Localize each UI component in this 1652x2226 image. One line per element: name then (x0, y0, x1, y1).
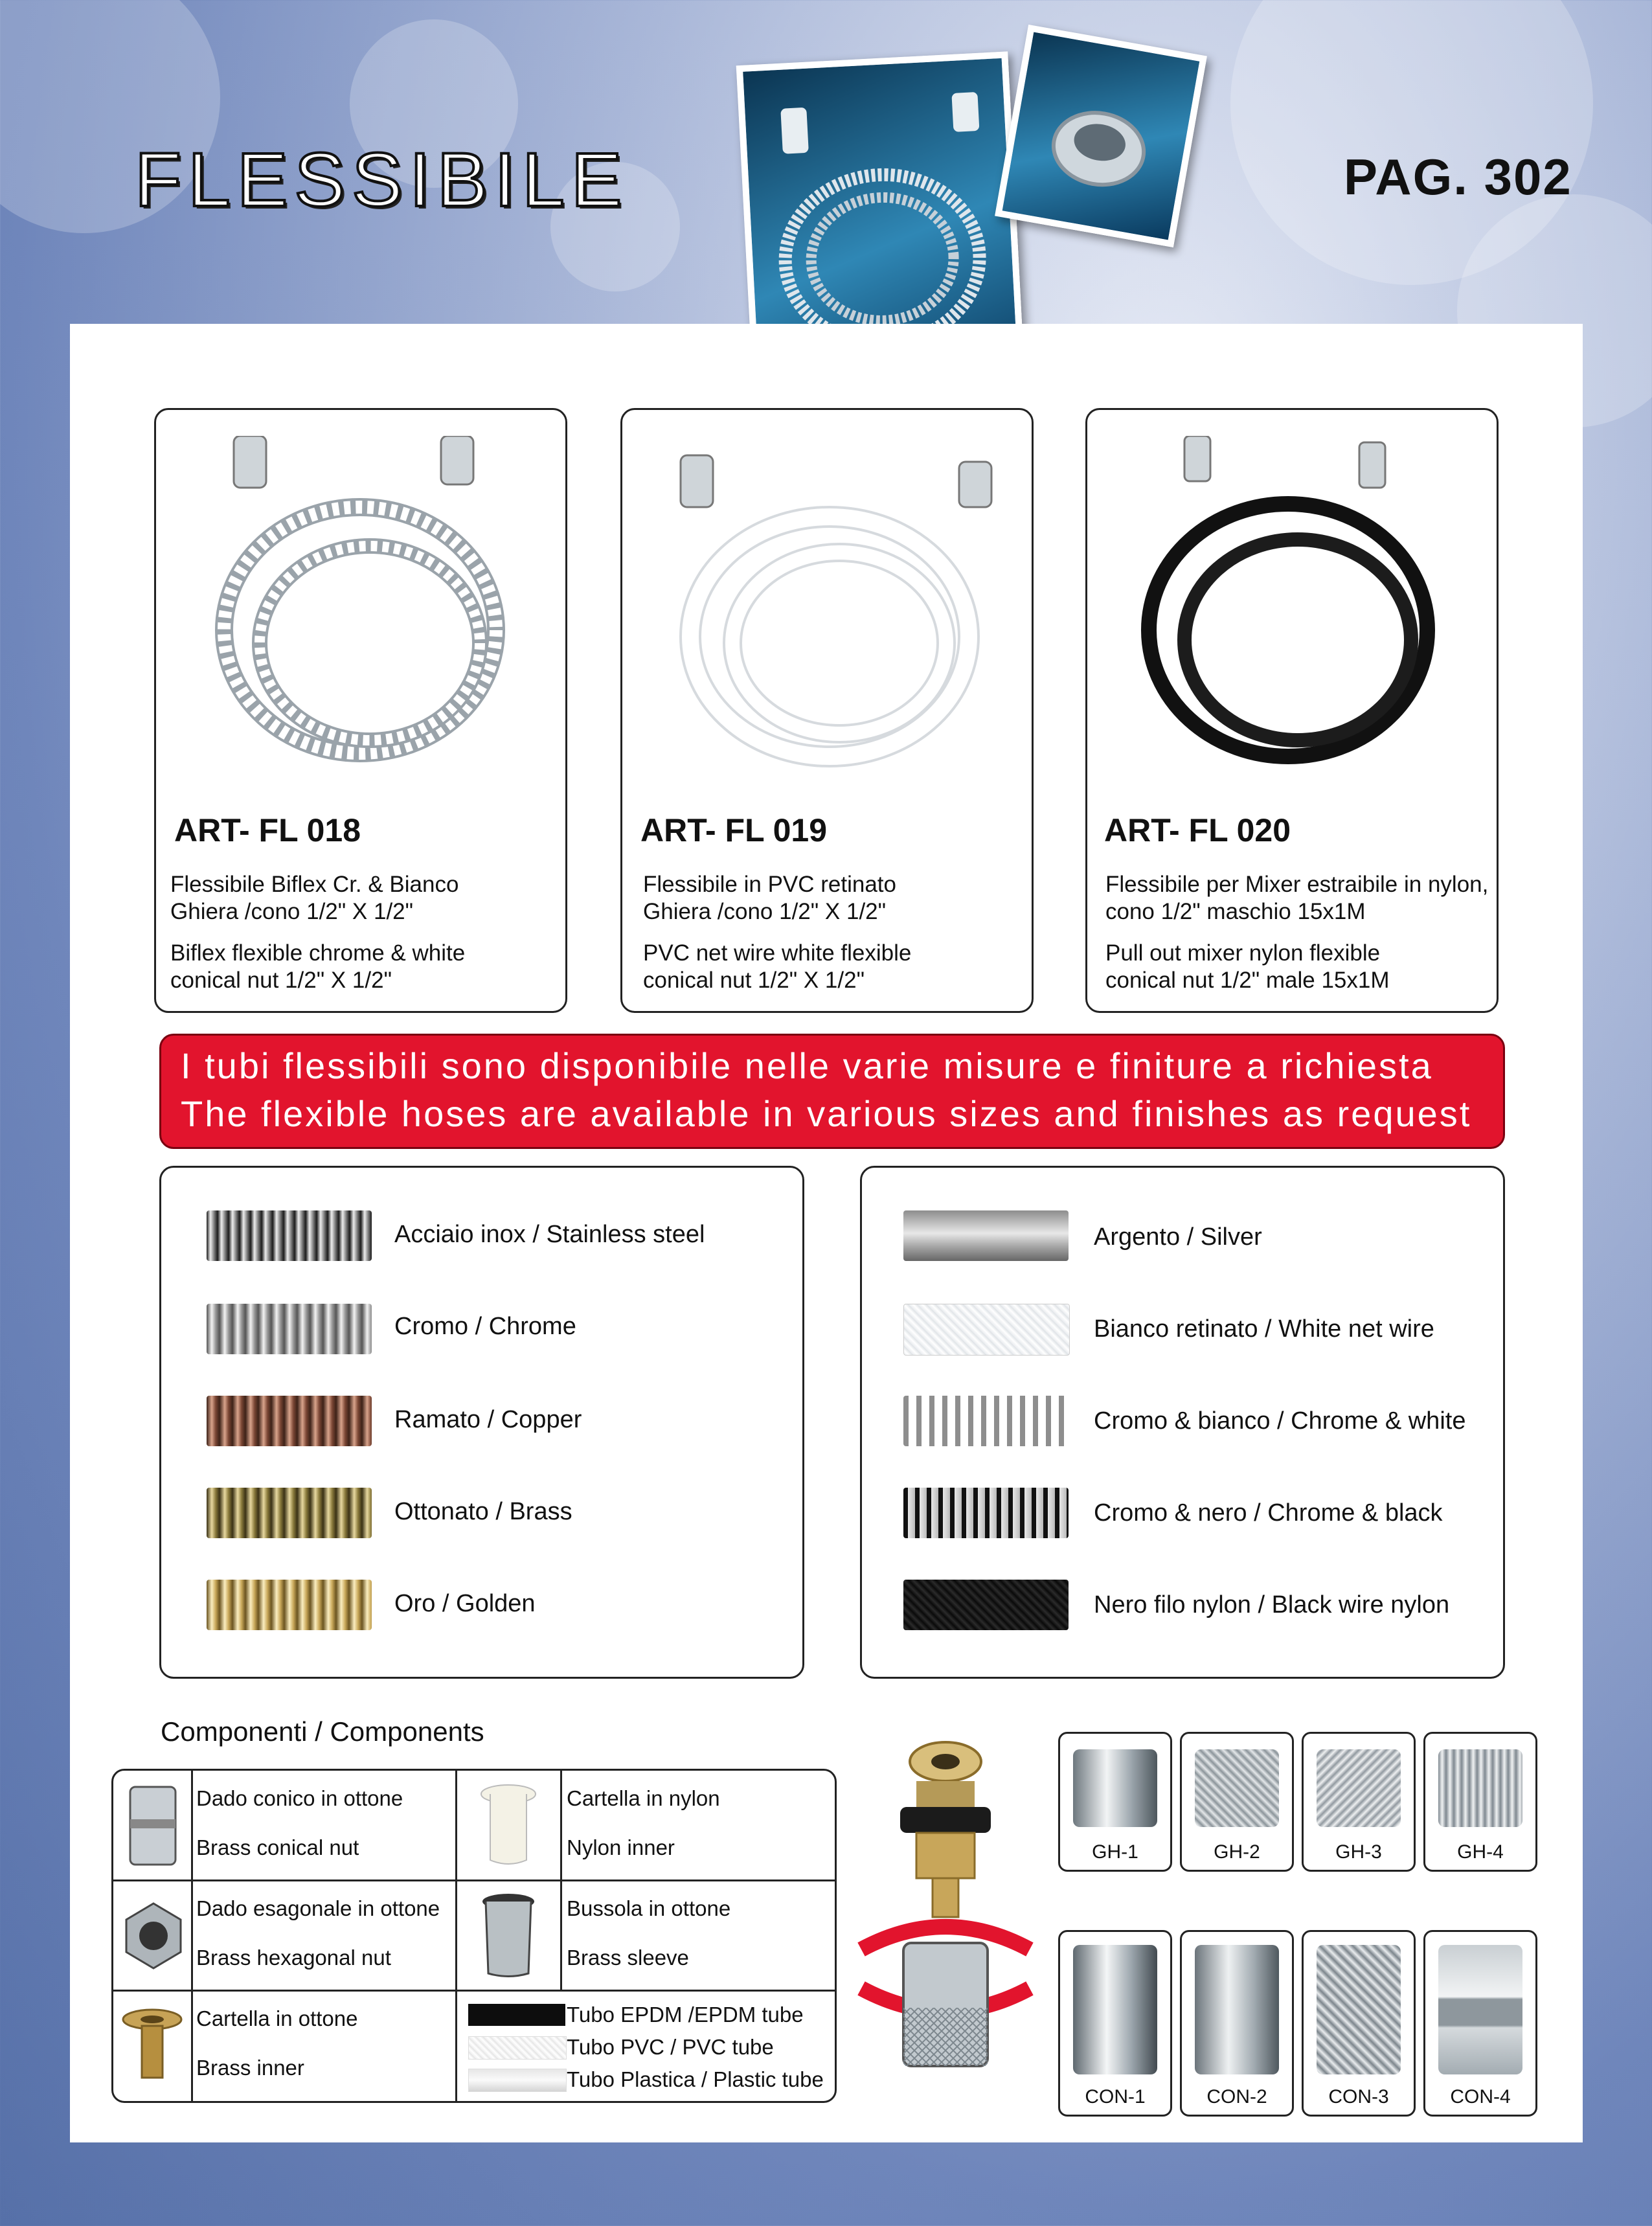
swatch-golden (207, 1580, 372, 1630)
finish-label: Ramato / Copper (394, 1406, 582, 1433)
availability-banner (159, 1034, 1505, 1149)
connector-nut-icon (1438, 1945, 1522, 2074)
nut-con-1 (1058, 1930, 1172, 2117)
nut-icon (1002, 32, 1200, 240)
finish-label: Cromo / Chrome (394, 1313, 576, 1340)
hose-white-pvc-icon (655, 449, 1004, 786)
nut-gh-1 (1058, 1732, 1172, 1872)
ghiera-nut-icon (1317, 1749, 1401, 1827)
page-title: FLESSIBILE (135, 137, 629, 223)
connector-nut-icon (1317, 1945, 1401, 2074)
product-code: ART- FL 018 (174, 812, 361, 848)
nut-code-label: CON-3 (1328, 2086, 1389, 2107)
swatch-copper (207, 1396, 372, 1446)
product-desc-it: Flessibile Biflex Cr. & Bianco (170, 872, 459, 897)
hose-chrome-white-icon (195, 436, 532, 786)
nut-code-label: GH-3 (1335, 1841, 1382, 1863)
tube-label: Tubo EPDM /EPDM tube (567, 2003, 804, 2027)
swatch-silver (903, 1210, 1069, 1261)
nut-code-label: GH-4 (1457, 1841, 1504, 1863)
swatch-stainless (207, 1210, 372, 1261)
ghiera-nut-icon (1073, 1749, 1157, 1827)
component-label-it: Cartella in ottone (196, 2006, 358, 2030)
tube-plastic-sample (468, 2069, 567, 2092)
nut-code-label: CON-4 (1450, 2086, 1511, 2107)
finish-label: Acciaio inox / Stainless steel (394, 1221, 705, 1248)
nut-con-4 (1423, 1930, 1537, 2117)
finish-label: Ottonato / Brass (394, 1498, 572, 1525)
product-desc-en: Pull out mixer nylon flexible (1105, 940, 1381, 966)
component-label-en: Brass hexagonal nut (196, 1946, 391, 1970)
product-desc-en: PVC net wire white flexible (643, 940, 912, 966)
table-divider (191, 1771, 193, 2101)
conical-nut-icon (125, 1784, 181, 1868)
table-divider (113, 1880, 835, 1881)
product-desc-it: cono 1/2" maschio 15x1M (1105, 899, 1366, 924)
product-desc-it: Ghiera /cono 1/2" X 1/2" (643, 899, 887, 924)
product-card-fl019 (620, 408, 1034, 1013)
nut-con-3 (1302, 1930, 1416, 2117)
nut-con-2 (1180, 1930, 1294, 2117)
product-code: ART- FL 019 (640, 812, 828, 848)
product-desc-en: conical nut 1/2" X 1/2" (170, 968, 392, 993)
product-desc-en: conical nut 1/2" male 15x1M (1105, 968, 1390, 993)
nut-gh-4 (1423, 1732, 1537, 1872)
hose-black-nylon-icon (1126, 436, 1463, 786)
finish-label: Argento / Silver (1094, 1223, 1262, 1251)
swatch-chrome-white (903, 1396, 1069, 1446)
finish-label: Oro / Golden (394, 1590, 536, 1617)
finish-label: Bianco retinato / White net wire (1094, 1315, 1434, 1343)
hero-nut-photo (995, 25, 1207, 247)
finishes-panel-left (159, 1166, 804, 1679)
components-heading: Componenti / Components (161, 1716, 484, 1747)
component-label-it: Cartella in nylon (567, 1786, 720, 1810)
product-card-fl020 (1085, 408, 1499, 1013)
nut-gh-3 (1302, 1732, 1416, 1872)
finish-label: Cromo & nero / Chrome & black (1094, 1499, 1443, 1527)
assembly-illustration-icon (848, 1736, 1043, 2085)
brass-sleeve-icon (479, 1892, 537, 1979)
ghiera-nut-icon (1438, 1749, 1522, 1827)
nut-code-label: CON-1 (1085, 2086, 1146, 2107)
connector-nut-icon (1195, 1945, 1279, 2074)
tube-label: Tubo Plastica / Plastic tube (567, 2067, 824, 2091)
nut-code-label: GH-1 (1092, 1841, 1138, 1863)
tube-label: Tubo PVC / PVC tube (567, 2035, 774, 2059)
component-label-en: Brass conical nut (196, 1835, 359, 1859)
swatch-chrome-black (903, 1488, 1069, 1538)
tube-epdm-sample (468, 2004, 565, 2026)
page-number: PAG. 302 (1344, 148, 1572, 205)
table-divider (455, 1771, 457, 2101)
component-label-en: Brass sleeve (567, 1946, 689, 1970)
ghiera-nut-icon (1195, 1749, 1279, 1827)
product-card-fl018 (154, 408, 567, 1013)
component-label-en: Nylon inner (567, 1835, 675, 1859)
swatch-white-net (903, 1304, 1070, 1356)
tube-pvc-sample (468, 2036, 567, 2060)
table-divider (560, 1881, 562, 1991)
table-divider (113, 1990, 835, 1992)
component-label-it: Dado conico in ottone (196, 1786, 403, 1810)
finish-label: Cromo & bianco / Chrome & white (1094, 1407, 1466, 1435)
product-desc-en: Biflex flexible chrome & white (170, 940, 466, 966)
brass-inner-icon (120, 2006, 185, 2084)
nut-code-label: GH-2 (1214, 1841, 1260, 1863)
nut-code-label: CON-2 (1206, 2086, 1267, 2107)
product-desc-it: Flessibile per Mixer estraibile in nylon, (1105, 872, 1489, 897)
table-divider (560, 1771, 562, 1881)
component-label-it: Bussola in ottone (567, 1896, 731, 1920)
banner-text-it: I tubi flessibili sono disponibile nelle varie misure e finiture a richiesta (181, 1045, 1433, 1086)
product-desc-en: conical nut 1/2" X 1/2" (643, 968, 865, 993)
component-label-en: Brass inner (196, 2056, 304, 2080)
product-code: ART- FL 020 (1104, 812, 1291, 848)
finishes-panel-right (860, 1166, 1505, 1679)
product-desc-it: Flessibile in PVC retinato (643, 872, 896, 897)
component-label-it: Dado esagonale in ottone (196, 1896, 440, 1920)
finish-label: Nero filo nylon / Black wire nylon (1094, 1591, 1450, 1618)
swatch-chrome (207, 1304, 372, 1354)
nut-gh-2 (1180, 1732, 1294, 1872)
components-table (111, 1769, 837, 2103)
product-desc-it: Ghiera /cono 1/2" X 1/2" (170, 899, 414, 924)
nylon-inner-icon (476, 1782, 541, 1869)
connector-nut-icon (1073, 1945, 1157, 2074)
hexagonal-nut-icon (121, 1900, 186, 1971)
banner-text-en: The flexible hoses are available in various sizes and finishes as request (181, 1093, 1472, 1134)
swatch-brass (207, 1488, 372, 1538)
swatch-black-nylon (903, 1580, 1069, 1630)
